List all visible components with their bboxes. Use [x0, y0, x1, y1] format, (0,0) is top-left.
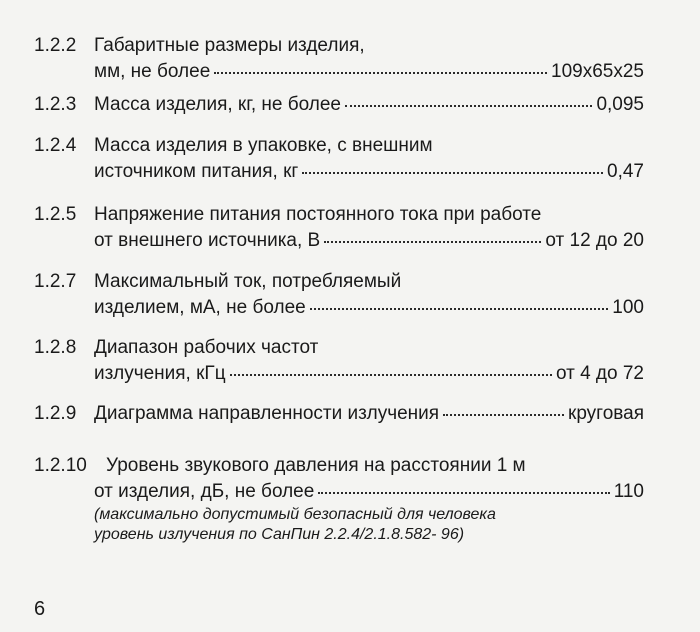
item-label: Диапазон рабочих частот — [94, 337, 319, 358]
item-label: Уровень звукового давления на расстоянии 1 м — [106, 455, 526, 476]
dot-leader — [310, 302, 609, 310]
spec-item-frequency-range — [34, 335, 644, 387]
item-value: 0,095 — [596, 94, 644, 115]
spec-item-mass — [34, 92, 644, 118]
dot-leader — [230, 368, 552, 376]
dot-leader — [443, 408, 564, 416]
spec-item-radiation-pattern — [34, 401, 644, 427]
spec-item-overall-dimensions — [34, 33, 644, 85]
item-number: 1.2.5 — [34, 204, 77, 225]
item-value: от 4 до 72 — [555, 363, 644, 384]
item-value: 109x65x25 — [551, 61, 644, 82]
spec-item-max-current — [34, 269, 644, 321]
item-value: 100 — [612, 297, 644, 318]
item-value: круговая — [568, 403, 644, 424]
item-label: Максимальный ток, потребляемый — [94, 271, 402, 292]
item-number: 1.2.4 — [34, 135, 77, 156]
dot-leader — [214, 66, 547, 74]
item-label-continued: источником питания, кг — [94, 161, 299, 182]
item-label-continued: изделием, мА, не более — [94, 297, 306, 318]
item-number: 1.2.7 — [34, 271, 77, 292]
item-value: от 12 до 20 — [545, 230, 644, 251]
item-label: Масса изделия, кг, не более — [94, 94, 341, 115]
item-number: 1.2.2 — [34, 35, 77, 56]
item-label: Диаграмма направленности излучения — [94, 403, 440, 424]
footnote-line: уровень излучения по СанПин 2.2.4/2.1.8.582- 96) — [94, 526, 465, 543]
item-number: 1.2.8 — [34, 337, 77, 358]
item-label-continued: мм, не более — [94, 61, 211, 82]
item-label: Габаритные размеры изделия, — [94, 35, 365, 56]
item-value: 110 — [613, 481, 644, 502]
item-label-continued: от изделия, дБ, не более — [94, 481, 315, 502]
footnote-line: (максимально допустимый безопасный для человека — [94, 506, 496, 523]
dot-leader — [345, 99, 592, 107]
spec-item-packaged-mass — [34, 133, 644, 185]
page-number: 6 — [34, 598, 46, 620]
dot-leader — [302, 166, 603, 174]
item-label-continued: излучения, кГц — [94, 363, 226, 384]
item-value: 0,47 — [607, 161, 644, 182]
spec-item-sound-pressure — [34, 453, 644, 545]
dot-leader — [318, 486, 609, 494]
dot-leader — [324, 235, 541, 243]
item-number: 1.2.3 — [34, 94, 77, 115]
item-number: 1.2.10 — [34, 455, 87, 476]
item-number: 1.2.9 — [34, 403, 77, 424]
item-label: Масса изделия в упаковке, с внешним — [94, 135, 433, 156]
spec-item-supply-voltage — [34, 202, 644, 254]
item-label: Напряжение питания постоянного тока при работе — [94, 204, 542, 225]
item-label-continued: от внешнего источника, В — [94, 230, 321, 251]
